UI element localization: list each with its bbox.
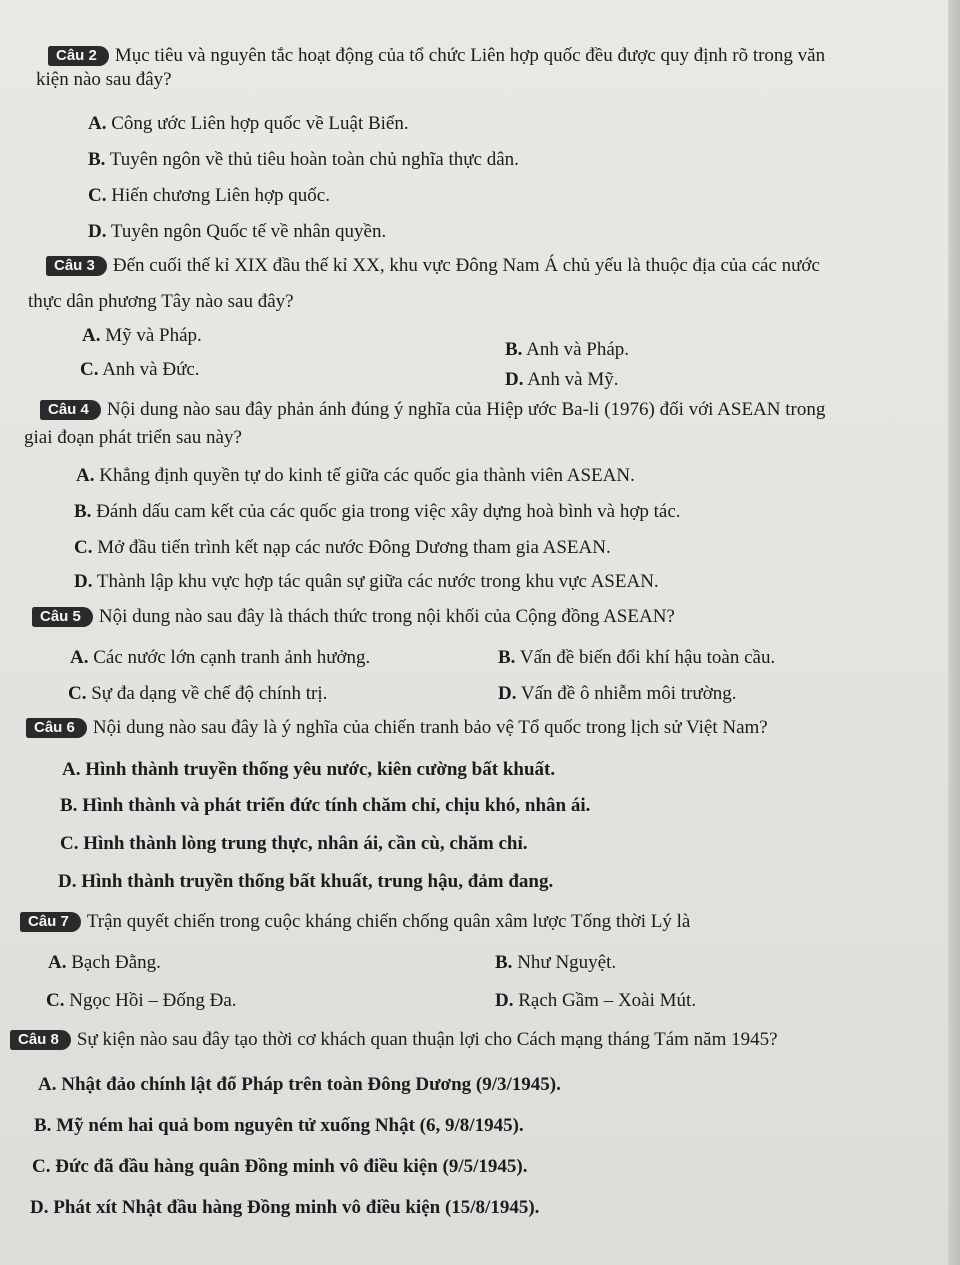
option-d: D. Phát xít Nhật đầu hàng Đồng minh vô điều kiện (15/8/1945).	[30, 1197, 540, 1218]
option-d: D. Thành lập khu vực hợp tác quân sự giữa các nước trong khu vực ASEAN.	[74, 571, 659, 592]
question-number-badge: Câu 7	[20, 912, 81, 932]
question-number-badge: Câu 3	[46, 256, 107, 276]
question-number-badge: Câu 4	[40, 400, 101, 420]
option-b: B. Như Nguyệt.	[495, 952, 617, 973]
question-number-badge: Câu 8	[10, 1030, 71, 1050]
option-a: A. Mỹ và Pháp.	[82, 325, 202, 346]
option-b: B. Vấn đề biến đổi khí hậu toàn cầu.	[498, 647, 776, 668]
option-b: B. Đánh dấu cam kết của các quốc gia trong việc xây dựng hoà bình và hợp tác.	[74, 501, 681, 522]
option-c: C. Sự đa dạng về chế độ chính trị.	[68, 683, 328, 704]
option-c: C. Hiến chương Liên hợp quốc.	[88, 185, 330, 206]
option-a: A. Các nước lớn cạnh tranh ảnh hưởng.	[70, 647, 371, 668]
option-b: B. Anh và Pháp.	[505, 339, 630, 360]
option-d: D. Rạch Gầm – Xoài Mút.	[495, 990, 697, 1011]
option-a: A. Bạch Đằng.	[48, 952, 161, 973]
option-b: B. Tuyên ngôn về thủ tiêu hoàn toàn chủ nghĩa thực dân.	[88, 149, 519, 170]
option-a: A. Hình thành truyền thống yêu nước, kiên cường bất khuất.	[62, 759, 556, 780]
option-a: A. Nhật đảo chính lật đổ Pháp trên toàn Đông Dương (9/3/1945).	[38, 1074, 561, 1095]
option-a: A. Khẳng định quyền tự do kinh tế giữa các quốc gia thành viên ASEAN.	[76, 465, 635, 486]
option-c: C. Ngọc Hồi – Đống Đa.	[46, 990, 237, 1011]
question-stem: Câu 2 Mục tiêu và nguyên tắc hoạt động của tổ chức Liên hợp quốc đều được quy định rõ trong văn	[48, 44, 825, 68]
option-b: B. Hình thành và phát triển đức tính chăm chỉ, chịu khó, nhân ái.	[60, 795, 591, 816]
question-stem: Câu 8 Sự kiện nào sau đây tạo thời cơ khách quan thuận lợi cho Cách mạng tháng Tám năm 1945?	[10, 1028, 778, 1052]
option-b: B. Mỹ ném hai quả bom nguyên tử xuống Nhật (6, 9/8/1945).	[34, 1115, 524, 1136]
question-stem: Câu 6 Nội dung nào sau đây là ý nghĩa của chiến tranh bảo vệ Tổ quốc trong lịch sử Việt Nam?	[26, 716, 768, 740]
question-stem-continued: thực dân phương Tây nào sau đây?	[28, 291, 294, 312]
question-stem: Câu 4 Nội dung nào sau đây phản ánh đúng ý nghĩa của Hiệp ước Ba-li (1976) đối với ASEAN trong	[40, 398, 825, 422]
question-stem: Câu 3 Đến cuối thế kỉ XIX đầu thế kỉ XX, khu vực Đông Nam Á chủ yếu là thuộc địa của các nước	[46, 254, 820, 278]
question-number-badge: Câu 2	[48, 46, 109, 66]
option-c: C. Anh và Đức.	[80, 359, 200, 380]
option-d: D. Tuyên ngôn Quốc tế về nhân quyền.	[88, 221, 387, 242]
option-c: C. Mở đầu tiến trình kết nạp các nước Đông Dương tham gia ASEAN.	[74, 537, 611, 558]
question-stem: Câu 5 Nội dung nào sau đây là thách thức trong nội khối của Cộng đồng ASEAN?	[32, 605, 675, 629]
question-stem: Câu 7 Trận quyết chiến trong cuộc kháng chiến chống quân xâm lược Tống thời Lý là	[20, 910, 690, 934]
question-number-badge: Câu 5	[32, 607, 93, 627]
option-d: D. Anh và Mỹ.	[505, 369, 619, 390]
option-c: C. Hình thành lòng trung thực, nhân ái, cần cù, chăm chỉ.	[60, 833, 528, 854]
option-a: A. Công ước Liên hợp quốc về Luật Biển.	[88, 113, 409, 134]
option-d: D. Vấn đề ô nhiễm môi trường.	[498, 683, 737, 704]
page-edge	[948, 0, 960, 1265]
option-c: C. Đức đã đầu hàng quân Đồng minh vô điều kiện (9/5/1945).	[32, 1156, 528, 1177]
question-number-badge: Câu 6	[26, 718, 87, 738]
option-d: D. Hình thành truyền thống bất khuất, trung hậu, đảm đang.	[58, 871, 554, 892]
question-stem-continued: giai đoạn phát triển sau này?	[24, 427, 242, 448]
question-stem-continued: kiện nào sau đây?	[36, 69, 172, 90]
